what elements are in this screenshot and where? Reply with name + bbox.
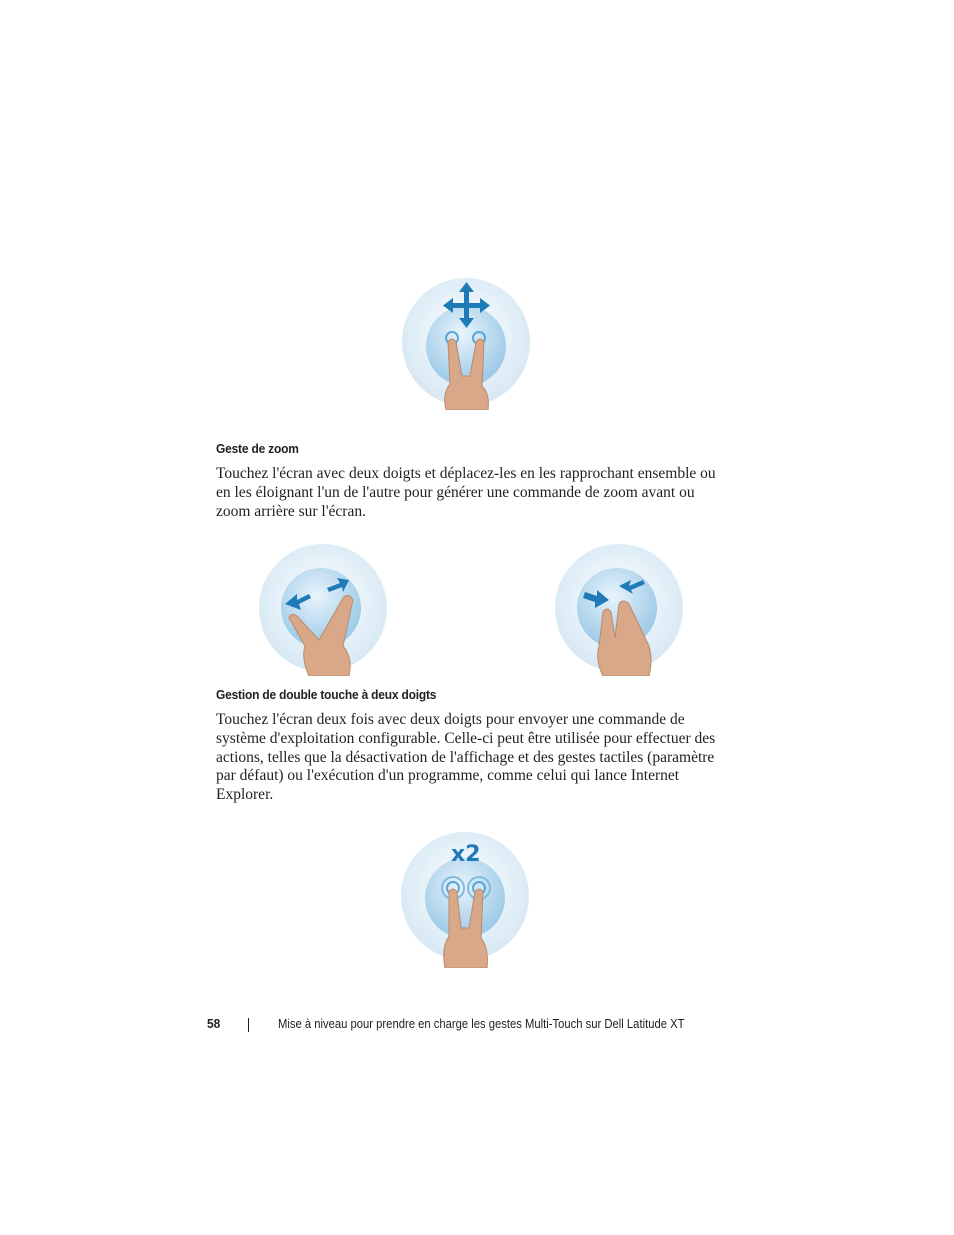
- section-body-double-tap: Touchez l'écran deux fois avec deux doigts pour envoyer une commande de système d'exploitation configurable. Celle-ci peut être utilisée pour effectuer des actions, telles que la désactivation de l'affichage et des gestes tactiles (paramètre par défaut) ou l'exécution d'un programme, comme celui qui lance Internet Explorer.: [216, 711, 716, 804]
- double-tap-label: x2: [451, 842, 481, 867]
- page-number: 58: [207, 1016, 221, 1031]
- zoom-pinch-illustration: [553, 542, 685, 676]
- footer-title: Mise à niveau pour prendre en charge les gestes Multi-Touch sur Dell Latitude XT: [278, 1017, 685, 1031]
- pan-gesture-illustration: [400, 276, 532, 410]
- footer-separator: [248, 1018, 249, 1032]
- zoom-spread-illustration: [257, 542, 389, 676]
- section-heading-double-tap: Gestion de double touche à deux doigts: [216, 687, 437, 702]
- section-heading-zoom: Geste de zoom: [216, 441, 299, 456]
- double-tap-illustration: [399, 828, 531, 968]
- section-body-zoom: Touchez l'écran avec deux doigts et déplacez-les en les rapprochant ensemble ou en les éloignant l'un de l'autre pour générer une commande de zoom avant ou zoom arrière sur l'écran.: [216, 465, 716, 520]
